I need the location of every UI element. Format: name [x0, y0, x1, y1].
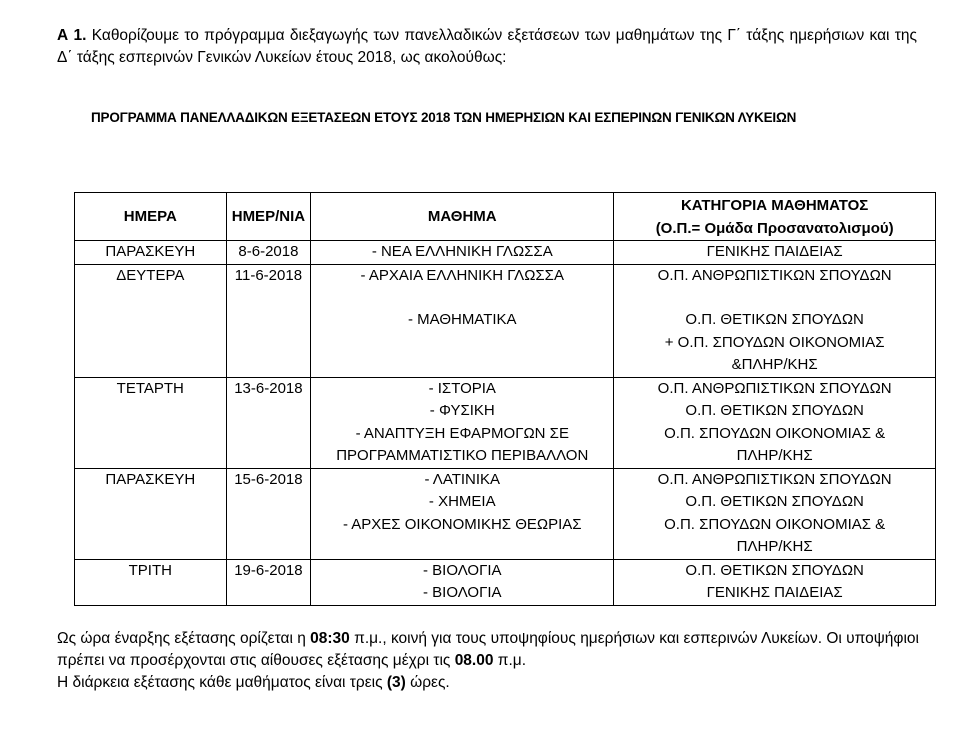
category-line: Ο.Π. ΘΕΤΙΚΩΝ ΣΠΟΥΔΩΝ [685, 561, 864, 579]
date-cell: 19-6-2018 [226, 559, 311, 605]
schedule-title: ΠΡΟΓΡΑΜΜΑ ΠΑΝΕΛΛΑΔΙΚΩΝ ΕΞΕΤΑΣΕΩΝ ΕΤΟΥΣ 2018 ΤΩΝ ΗΜΕΡΗΣΙΩΝ ΚΑΙ ΕΣΠΕΡΙΝΩΝ ΓΕΝΙΚΩΝ ΛΥΚΕΙΩΝ [91, 110, 797, 125]
category-line: Ο.Π. ΘΕΤΙΚΩΝ ΣΠΟΥΔΩΝ [685, 493, 864, 510]
table-row [75, 559, 936, 605]
category-line: &ΠΛΗΡ/ΚΗΣ [731, 356, 818, 373]
subject-line: - ΑΡΧΑΙΑ ΕΛΛΗΝΙΚΗ ΓΛΩΣΣΑ [360, 266, 564, 284]
table-row [75, 377, 936, 468]
day-cell: ΠΑΡΑΣΚΕΥΗ [75, 468, 227, 559]
header-category-line1: ΚΑΤΗΓΟΡΙΑ ΜΑΘΗΜΑΤΟΣ [680, 197, 869, 214]
header-category-line2: (Ο.Π.= Ομάδα Προσανατολισμού) [655, 219, 894, 237]
note-text: Ως ώρα έναρξης εξέτασης ορίζεται η [57, 630, 311, 647]
category-cell [614, 468, 936, 559]
category-line: Ο.Π. ΘΕΤΙΚΩΝ ΣΠΟΥΔΩΝ [685, 402, 864, 419]
day-cell: ΤΡΙΤΗ [75, 559, 227, 605]
table-row [75, 264, 936, 377]
date-cell: 8-6-2018 [226, 241, 311, 265]
category-line: + Ο.Π. ΣΠΟΥΔΩΝ ΟΙΚΟΝΟΜΙΑΣ [664, 333, 885, 351]
subject-line: ΠΡΟΓΡΑΜΜΑΤΙΣΤΙΚΟ ΠΕΡΙΒΑΛΛΟΝ [336, 447, 589, 464]
exam-schedule-table [74, 192, 936, 606]
day-cell: ΔΕΥΤΕΡΑ [75, 264, 227, 377]
arrival-time: 08.00 [454, 652, 494, 669]
subject-cell [311, 264, 614, 377]
table-row [75, 241, 936, 265]
category-line: ΠΛΗΡ/ΚΗΣ [736, 538, 813, 555]
start-time: 08:30 [310, 630, 350, 647]
subject-cell [311, 468, 614, 559]
table-row [75, 468, 936, 559]
blank-line [313, 287, 611, 309]
category-line: Ο.Π. ΑΝΘΡΩΠΙΣΤΙΚΩΝ ΣΠΟΥΔΩΝ [657, 266, 892, 284]
subject-line: - ΙΣΤΟΡΙΑ [428, 379, 496, 397]
day-cell: ΤΕΤΑΡΤΗ [75, 377, 227, 468]
category-line: Ο.Π. ΑΝΘΡΩΠΙΣΤΙΚΩΝ ΣΠΟΥΔΩΝ [657, 379, 892, 397]
note-text: ώρες. [405, 674, 450, 691]
table-header-row [75, 193, 936, 241]
subject-line: - ΒΙΟΛΟΓΙΑ [422, 561, 502, 579]
intro-text: Καθορίζουμε το πρόγραμμα διεξαγωγής των πανελλαδικών εξετάσεων των μαθημάτων της Γ΄ τάξης ημερήσιων και της Δ΄ τάξης εσπερινών Γενικών Λυκείων έτους 2018, ως ακολούθως: [57, 27, 917, 66]
date-cell: 11-6-2018 [226, 264, 311, 377]
category-line: Ο.Π. ΣΠΟΥΔΩΝ ΟΙΚΟΝΟΜΙΑΣ & [664, 424, 886, 442]
note-text: π.μ. [493, 652, 527, 669]
date-cell: 15-6-2018 [226, 468, 311, 559]
subject-line: - ΑΝΑΠΤΥΞΗ ΕΦΑΡΜΟΓΩΝ ΣΕ [355, 424, 569, 442]
intro-label: Α 1. [57, 27, 87, 44]
subject-line: - ΒΙΟΛΟΓΙΑ [422, 584, 502, 601]
category-line: Ο.Π. ΘΕΤΙΚΩΝ ΣΠΟΥΔΩΝ [685, 311, 864, 328]
category-line: ΠΛΗΡ/ΚΗΣ [736, 447, 813, 464]
subject-line: - ΧΗΜΕΙΑ [428, 493, 496, 510]
category-cell [614, 377, 936, 468]
subject-line: - ΛΑΤΙΝΙΚΑ [424, 470, 501, 488]
intro-paragraph [57, 25, 917, 69]
header-category [614, 193, 936, 241]
header-subject: ΜΑΘΗΜΑ [311, 193, 614, 241]
subject-line: - ΝΕΑ ΕΛΛΗΝΙΚΗ ΓΛΩΣΣΑ [371, 243, 553, 260]
category-line: Ο.Π. ΑΝΘΡΩΠΙΣΤΙΚΩΝ ΣΠΟΥΔΩΝ [657, 470, 892, 488]
category-cell [614, 264, 936, 377]
category-line: Ο.Π. ΣΠΟΥΔΩΝ ΟΙΚΟΝΟΜΙΑΣ & [664, 515, 886, 533]
subject-line: - ΦΥΣΙΚΗ [429, 402, 495, 419]
blank-line [616, 287, 933, 309]
header-day: ΗΜΕΡΑ [75, 193, 227, 241]
day-cell: ΠΑΡΑΣΚΕΥΗ [75, 241, 227, 265]
category-cell [614, 559, 936, 605]
category-line: ΓΕΝΙΚΗΣ ΠΑΙΔΕΙΑΣ [706, 584, 843, 601]
category-cell [614, 241, 936, 265]
category-line: ΓΕΝΙΚΗΣ ΠΑΙΔΕΙΑΣ [706, 243, 843, 260]
exam-time-note [57, 628, 919, 694]
date-cell: 13-6-2018 [226, 377, 311, 468]
subject-cell [311, 241, 614, 265]
subject-cell [311, 377, 614, 468]
exam-duration: (3) [386, 674, 406, 691]
note-text: Η διάρκεια εξέτασης κάθε μαθήματος είναι τρεις [57, 674, 387, 691]
note-text: π.μ., κοινή για τους υποψηφίους ημερήσιων και εσπερινών Λυκείων. Οι υποψήφιοι πρέπει να προσέρχονται στις αίθουσες εξέτασης μέχρι τις [57, 630, 919, 669]
subject-line: - ΑΡΧΕΣ ΟΙΚΟΝΟΜΙΚΗΣ ΘΕΩΡΙΑΣ [342, 515, 582, 533]
header-date: ΗΜΕΡ/ΝΙΑ [226, 193, 311, 241]
subject-cell [311, 559, 614, 605]
subject-line: - ΜΑΘΗΜΑΤΙΚΑ [407, 311, 517, 328]
